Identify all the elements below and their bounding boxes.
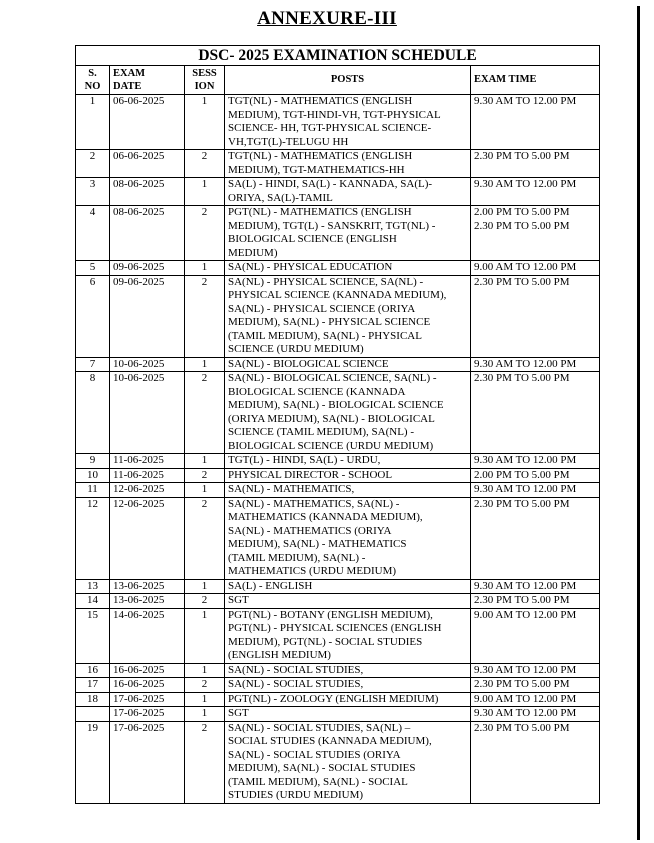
row-session: 2	[185, 468, 225, 483]
table-row	[76, 663, 600, 678]
exam-time-line: 9.30 AM TO 12.00 PM	[474, 178, 577, 190]
header-sno: S. NO	[76, 66, 110, 95]
post-line: PHYSICAL SCIENCE (KANNADA MEDIUM),	[228, 289, 447, 301]
exam-time-line: 2.30 PM TO 5.00 PM	[474, 150, 570, 162]
exam-time-line: 9.30 AM TO 12.00 PM	[474, 707, 577, 719]
row-posts	[225, 721, 471, 803]
row-exam-date: 12-06-2025	[110, 497, 185, 579]
exam-time-line: 2.30 PM TO 5.00 PM	[474, 219, 570, 232]
table-row	[76, 372, 600, 454]
header-exam-time: EXAM TIME	[471, 66, 600, 95]
row-exam-date: 10-06-2025	[110, 372, 185, 454]
row-session: 1	[185, 608, 225, 663]
row-exam-time	[471, 721, 600, 803]
row-posts	[225, 579, 471, 594]
page-edge-rule	[637, 6, 640, 840]
post-line: SA(NL) - PHYSICAL SCIENCE, SA(NL) -	[228, 275, 424, 288]
row-session: 2	[185, 594, 225, 609]
post-line: MATHEMATICS (URDU MEDIUM)	[228, 565, 397, 577]
row-posts	[225, 594, 471, 609]
post-line: SGT	[228, 707, 249, 719]
exam-time-line: 9.00 AM TO 12.00 PM	[474, 692, 577, 705]
row-exam-time	[471, 372, 600, 454]
row-exam-time	[471, 692, 600, 707]
post-line: SCIENCE- HH, TGT-PHYSICAL SCIENCE-	[228, 122, 432, 134]
row-session: 2	[185, 275, 225, 357]
row-exam-time	[471, 357, 600, 372]
row-serial-number: 10	[76, 468, 110, 483]
row-serial-number: 2	[76, 150, 110, 178]
row-posts	[225, 497, 471, 579]
exam-time-line: 2.30 PM TO 5.00 PM	[474, 497, 570, 510]
row-exam-time	[471, 178, 600, 206]
row-exam-time	[471, 206, 600, 261]
row-exam-time	[471, 275, 600, 357]
table-row	[76, 692, 600, 707]
row-exam-date: 11-06-2025	[110, 454, 185, 469]
table-row	[76, 357, 600, 372]
table-row	[76, 483, 600, 498]
post-line: SGT	[228, 594, 249, 606]
row-serial-number: 19	[76, 721, 110, 803]
header-exam-date: EXAM DATE	[110, 66, 185, 95]
post-line: SA(L) - HINDI, SA(L) - KANNADA, SA(L)-	[228, 178, 433, 190]
row-exam-time	[471, 454, 600, 469]
table-row	[76, 275, 600, 357]
exam-time-line: 9.00 AM TO 12.00 PM	[474, 261, 577, 273]
row-posts	[225, 483, 471, 498]
post-line: TGT(NL) - MATHEMATICS (ENGLISH	[228, 95, 413, 107]
table-row	[76, 150, 600, 178]
row-serial-number: 16	[76, 663, 110, 678]
table-row	[76, 95, 600, 150]
row-posts	[225, 707, 471, 722]
table-row	[76, 261, 600, 276]
post-line: SA(NL) - BIOLOGICAL SCIENCE, SA(NL) -	[228, 372, 437, 384]
exam-time-line: 9.30 AM TO 12.00 PM	[474, 483, 577, 495]
row-session: 2	[185, 372, 225, 454]
row-exam-date: 12-06-2025	[110, 483, 185, 498]
row-exam-date: 08-06-2025	[110, 206, 185, 261]
post-line: SA(NL) - MATHEMATICS,	[228, 483, 355, 495]
row-serial-number: 1	[76, 95, 110, 150]
row-session: 1	[185, 663, 225, 678]
post-line: MEDIUM), TGT-HINDI-VH, TGT-PHYSICAL	[228, 108, 441, 121]
post-line: MEDIUM), SA(NL) - SOCIAL STUDIES	[228, 762, 416, 774]
table-row	[76, 468, 600, 483]
post-line: (TAMIL MEDIUM), SA(NL) - SOCIAL	[228, 775, 408, 788]
row-session: 1	[185, 261, 225, 276]
table-title: DSC- 2025 EXAMINATION SCHEDULE	[76, 46, 600, 66]
row-exam-time	[471, 678, 600, 693]
annexure-title: ANNEXURE-III	[257, 8, 397, 29]
row-exam-date: 09-06-2025	[110, 261, 185, 276]
row-serial-number: 14	[76, 594, 110, 609]
row-serial-number: 6	[76, 275, 110, 357]
table-row	[76, 608, 600, 663]
row-session: 1	[185, 707, 225, 722]
row-posts	[225, 150, 471, 178]
post-line: MEDIUM), PGT(NL) - SOCIAL STUDIES	[228, 635, 423, 648]
row-exam-time	[471, 150, 600, 178]
exam-time-line: 2.30 PM TO 5.00 PM	[474, 721, 570, 734]
post-line: (ORIYA MEDIUM), SA(NL) - BIOLOGICAL	[228, 412, 435, 425]
exam-time-line: 9.30 AM TO 12.00 PM	[474, 663, 577, 676]
post-line: PGT(NL) - MATHEMATICS (ENGLISH	[228, 206, 412, 218]
exam-time-line: 9.30 AM TO 12.00 PM	[474, 95, 577, 107]
row-session: 1	[185, 95, 225, 150]
exam-time-line: 9.30 AM TO 12.00 PM	[474, 357, 577, 370]
row-serial-number: 11	[76, 483, 110, 498]
row-serial-number: 7	[76, 357, 110, 372]
row-serial-number: 9	[76, 454, 110, 469]
post-line: BIOLOGICAL SCIENCE (ENGLISH	[228, 233, 397, 245]
post-line: SA(NL) - SOCIAL STUDIES,	[228, 663, 364, 676]
row-serial-number	[76, 707, 110, 722]
exam-time-line: 2.00 PM TO 5.00 PM	[474, 206, 570, 218]
row-exam-date: 06-06-2025	[110, 150, 185, 178]
row-session: 2	[185, 678, 225, 693]
row-exam-time	[471, 497, 600, 579]
row-exam-time	[471, 483, 600, 498]
post-line: SA(NL) - SOCIAL STUDIES, SA(NL) –	[228, 721, 411, 734]
row-session: 1	[185, 357, 225, 372]
exam-time-line: 9.30 AM TO 12.00 PM	[474, 579, 577, 592]
row-posts	[225, 692, 471, 707]
post-line: TGT(NL) - MATHEMATICS (ENGLISH	[228, 150, 413, 162]
row-exam-date: 14-06-2025	[110, 608, 185, 663]
header-row	[76, 66, 600, 95]
post-line: SA(NL) - PHYSICAL SCIENCE (ORIYA	[228, 302, 416, 315]
row-session: 1	[185, 692, 225, 707]
exam-time-line: 2.00 PM TO 5.00 PM	[474, 468, 570, 481]
row-posts	[225, 608, 471, 663]
table-row	[76, 594, 600, 609]
exam-time-line: 9.30 AM TO 12.00 PM	[474, 454, 577, 466]
row-session: 1	[185, 579, 225, 594]
table-row	[76, 178, 600, 206]
row-posts	[225, 357, 471, 372]
post-line: PGT(NL) - ZOOLOGY (ENGLISH MEDIUM)	[228, 692, 439, 705]
row-posts	[225, 678, 471, 693]
row-exam-date: 16-06-2025	[110, 678, 185, 693]
row-posts	[225, 206, 471, 261]
post-line: MEDIUM), SA(NL) - BIOLOGICAL SCIENCE	[228, 399, 444, 411]
row-posts	[225, 372, 471, 454]
post-line: SA(NL) - MATHEMATICS, SA(NL) -	[228, 497, 400, 510]
table-row	[76, 721, 600, 803]
row-session: 1	[185, 454, 225, 469]
row-session: 2	[185, 206, 225, 261]
table-row	[76, 497, 600, 579]
header-session: SESS ION	[185, 66, 225, 95]
exam-schedule-table	[75, 45, 600, 804]
row-exam-date: 10-06-2025	[110, 357, 185, 372]
row-session: 2	[185, 497, 225, 579]
post-line: (ENGLISH MEDIUM)	[228, 649, 331, 661]
post-line: SA(L) - ENGLISH	[228, 579, 313, 592]
row-session: 2	[185, 150, 225, 178]
post-line: STUDIES (URDU MEDIUM)	[228, 789, 364, 801]
row-exam-time	[471, 261, 600, 276]
row-posts	[225, 95, 471, 150]
row-serial-number: 3	[76, 178, 110, 206]
row-exam-date: 13-06-2025	[110, 594, 185, 609]
row-posts	[225, 178, 471, 206]
post-line: MEDIUM), TGT-MATHEMATICS-HH	[228, 163, 405, 176]
row-session: 1	[185, 483, 225, 498]
row-exam-date: 16-06-2025	[110, 663, 185, 678]
post-line: SA(NL) - SOCIAL STUDIES (ORIYA	[228, 748, 401, 761]
header-posts: POSTS	[225, 66, 471, 95]
exam-time-line: 2.30 PM TO 5.00 PM	[474, 372, 570, 384]
table-row	[76, 454, 600, 469]
row-exam-time	[471, 468, 600, 483]
post-line: SCIENCE (TAMIL MEDIUM), SA(NL) -	[228, 426, 414, 438]
post-line: PGT(NL) - PHYSICAL SCIENCES (ENGLISH	[228, 622, 442, 634]
exam-time-line: 9.00 AM TO 12.00 PM	[474, 608, 577, 621]
post-line: MATHEMATICS (KANNADA MEDIUM),	[228, 511, 423, 523]
post-line: ORIYA, SA(L)-TAMIL	[228, 191, 333, 204]
exam-time-line: 2.30 PM TO 5.00 PM	[474, 678, 570, 690]
exam-time-line: 2.30 PM TO 5.00 PM	[474, 594, 570, 606]
row-exam-time	[471, 663, 600, 678]
row-exam-date: 17-06-2025	[110, 692, 185, 707]
table-row	[76, 579, 600, 594]
row-posts	[225, 454, 471, 469]
row-exam-time	[471, 608, 600, 663]
post-line: BIOLOGICAL SCIENCE (KANNADA	[228, 385, 406, 398]
exam-time-line: 2.30 PM TO 5.00 PM	[474, 275, 570, 288]
post-line: MEDIUM)	[228, 246, 278, 259]
post-line: SA(NL) - MATHEMATICS (ORIYA	[228, 524, 392, 537]
row-serial-number: 12	[76, 497, 110, 579]
row-exam-date: 11-06-2025	[110, 468, 185, 483]
row-posts	[225, 468, 471, 483]
table-row	[76, 707, 600, 722]
table-row	[76, 206, 600, 261]
post-line: PGT(NL) - BOTANY (ENGLISH MEDIUM),	[228, 608, 433, 621]
row-posts	[225, 663, 471, 678]
row-exam-date: 17-06-2025	[110, 707, 185, 722]
row-posts	[225, 275, 471, 357]
row-serial-number: 8	[76, 372, 110, 454]
post-line: (TAMIL MEDIUM), SA(NL) - PHYSICAL	[228, 329, 422, 342]
table-row	[76, 678, 600, 693]
row-posts	[225, 261, 471, 276]
post-line: SA(NL) - PHYSICAL EDUCATION	[228, 261, 393, 273]
post-line: VH,TGT(L)-TELUGU HH	[228, 135, 349, 148]
row-serial-number: 15	[76, 608, 110, 663]
row-exam-date: 13-06-2025	[110, 579, 185, 594]
post-line: BIOLOGICAL SCIENCE (URDU MEDIUM)	[228, 439, 434, 452]
row-session: 1	[185, 178, 225, 206]
post-line: MEDIUM), SA(NL) - PHYSICAL SCIENCE	[228, 316, 431, 328]
row-exam-date: 17-06-2025	[110, 721, 185, 803]
row-exam-date: 08-06-2025	[110, 178, 185, 206]
post-line: (TAMIL MEDIUM), SA(NL) -	[228, 551, 366, 564]
row-exam-date: 09-06-2025	[110, 275, 185, 357]
post-line: SCIENCE (URDU MEDIUM)	[228, 343, 364, 355]
row-session: 2	[185, 721, 225, 803]
row-exam-time	[471, 579, 600, 594]
row-exam-time	[471, 707, 600, 722]
row-serial-number: 5	[76, 261, 110, 276]
row-serial-number: 4	[76, 206, 110, 261]
post-line: MEDIUM), SA(NL) - MATHEMATICS	[228, 538, 407, 550]
post-line: TGT(L) - HINDI, SA(L) - URDU,	[228, 454, 381, 466]
row-serial-number: 13	[76, 579, 110, 594]
row-exam-time	[471, 594, 600, 609]
post-line: PHYSICAL DIRECTOR - SCHOOL	[228, 468, 393, 481]
post-line: SA(NL) - BIOLOGICAL SCIENCE	[228, 357, 389, 370]
schedule-rows	[76, 95, 600, 804]
post-line: SOCIAL STUDIES (KANNADA MEDIUM),	[228, 735, 432, 747]
row-exam-date: 06-06-2025	[110, 95, 185, 150]
row-exam-time	[471, 95, 600, 150]
row-serial-number: 18	[76, 692, 110, 707]
row-serial-number: 17	[76, 678, 110, 693]
post-line: SA(NL) - SOCIAL STUDIES,	[228, 678, 364, 690]
post-line: MEDIUM), TGT(L) - SANSKRIT, TGT(NL) -	[228, 219, 436, 232]
